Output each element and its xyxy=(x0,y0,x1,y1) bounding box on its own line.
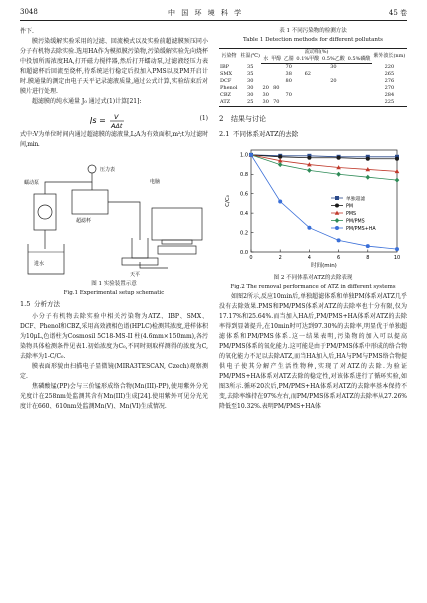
page-number: 3048 xyxy=(20,8,38,16)
col-header: 柱温(℃) xyxy=(239,49,261,64)
data-point xyxy=(278,162,283,167)
table-row: IBP 35 70 30 220 xyxy=(220,63,395,70)
paragraph: 小分子有机物去除实验中相关污染物为ATZ、IBP、SMX、DCF、Phenol和CBZ,采用高效液相色谱(HPLC)检测其浓度,进样体积为10μL,色谱柱为Cosmosil 5C18-MS-II 柱(4.6mm×150mm),各污染物具体检测条件见表1.初始浓度为C₀,不同时刻取样测得的浓度为C,去除率为1-C/C₀. xyxy=(20,313,208,360)
figure1-caption-en: Fig.1 Experimental setup schematic xyxy=(63,290,165,296)
paragraph: 膜污染缓解实验采用的过滤、回流模式以及实验前超滤膜预压同小分子有机物去除实验.选用HA作为模拟膜污染物,污染缓解实验先向烧杯中投加所需浓度HA,打开磁力搅拌器,然后打开蠕动泵,过滤液经压力表和超滤杯后回流至烧杯,待系统运行稳定后投加入PMS以及PM开启计时.膜通量的测定由电子天平记录滤液质量,通过公式计算,实验结束后对膜片进行处理. xyxy=(20,38,208,95)
subsection-number: 2.1 xyxy=(219,130,230,138)
col-header: 0.1%甲酸 xyxy=(296,56,320,62)
collection-beaker xyxy=(132,238,148,258)
section-number: 2 xyxy=(219,115,224,123)
data-point xyxy=(307,226,311,230)
col-header: 污染物 xyxy=(219,49,239,64)
peristaltic-pump xyxy=(34,194,56,230)
col-header: 水 xyxy=(263,56,269,62)
figure2-caption-en: Fig.2 The removal performance of ATZ in different systems xyxy=(230,284,396,290)
table-row xyxy=(219,106,407,107)
y-tick-label: 0.2 xyxy=(240,230,248,237)
data-point xyxy=(366,175,371,180)
table-row: ATZ 25 30 70 225 xyxy=(220,99,395,105)
label-computer: 电脑 xyxy=(150,179,161,185)
x-tick-label: 6 xyxy=(337,255,341,261)
table1-caption-en: Table 1 Detection methods for different pollutants xyxy=(243,37,383,43)
header-rule xyxy=(20,20,407,21)
col-group-header: 流动相(%) xyxy=(261,49,371,57)
x-tick-label: 8 xyxy=(366,255,370,261)
pressure-gauge xyxy=(88,165,96,173)
pump-rotor xyxy=(38,205,52,219)
section-title: 结果与讨论 xyxy=(231,115,266,123)
ultrafiltration-cell xyxy=(72,190,108,214)
y-tick-label: 0.8 xyxy=(240,172,248,179)
feed-line xyxy=(45,173,92,194)
journal-name: 中 国 环 境 科 学 xyxy=(168,9,244,17)
plot-frame xyxy=(251,150,397,252)
label-balance: 天平 xyxy=(130,272,141,278)
permeate-line xyxy=(108,202,140,240)
series-line-4 xyxy=(251,155,397,249)
figure1-caption: 图 1 实验装置示意 xyxy=(91,281,137,287)
computer-base xyxy=(162,240,192,244)
equation-number: (1) xyxy=(199,115,208,122)
legend-label: PMS xyxy=(346,211,357,217)
data-point xyxy=(366,157,370,161)
data-point xyxy=(307,156,311,160)
paragraph: 式中:V为单位时间内通过超滤膜的滤液量,L;A为有效面积,m²;t为过滤时间,min. xyxy=(20,131,208,148)
equation-1 xyxy=(20,108,208,128)
subsection-title: 不同体系对ATZ的去除 xyxy=(233,130,299,138)
x-tick-label: 2 xyxy=(278,255,282,261)
subsection-title: 分析方法 xyxy=(34,300,60,308)
data-point xyxy=(337,238,341,242)
label-pump: 蠕动泵 xyxy=(24,180,40,186)
legend-label: PM/PMS xyxy=(346,219,365,225)
col-header: 甲醇 xyxy=(271,56,282,62)
col-header: 0.5%乙酸 xyxy=(322,56,345,62)
legend-label: PM/PMS+HA xyxy=(346,226,376,232)
data-point xyxy=(336,172,341,177)
data-point xyxy=(395,178,400,183)
table-row: CBZ 30 30 70 284 xyxy=(220,92,395,98)
x-tick-label: 0 xyxy=(249,255,253,261)
flux-formula xyxy=(90,112,160,130)
paragraph: 焦磷酸锰(PP)会与三价锰形成络合物(Mn(III)-PP),使用紫外分光光度计在258nm处监测其含有Mn(III)生成[24].使用紫外可见分光光度计在660、610nm处监测Mn(V)、Mn(VI)生成情况. xyxy=(20,383,208,410)
series-line-2 xyxy=(251,155,397,172)
label-feed: 进水 xyxy=(34,261,45,267)
setup-schematic xyxy=(20,152,208,280)
paragraph: 超滤膜的纯水通量 J₀ 通过式(1)计算[21]: xyxy=(32,98,142,105)
computer-monitor xyxy=(152,208,202,240)
right-column xyxy=(219,27,407,412)
y-tick-label: 0.0 xyxy=(240,249,248,256)
detection-methods-table xyxy=(219,48,407,107)
subsection-number: 1.5 xyxy=(20,300,31,308)
paragraph: 件下. xyxy=(20,28,34,35)
legend-label: PM xyxy=(346,204,354,210)
y-tick-label: 0.4 xyxy=(240,210,248,217)
formula-lhs: Js = xyxy=(90,116,106,125)
x-tick-label: 10 xyxy=(393,255,401,261)
figure2-caption: 图 2 不同体系对ATZ的去除表现 xyxy=(273,275,353,281)
label-gauge: 压力表 xyxy=(100,167,116,173)
data-point xyxy=(249,153,253,157)
feed-tank xyxy=(28,244,64,274)
y-tick-label: 1.0 xyxy=(240,152,248,159)
data-point xyxy=(395,157,399,161)
data-point xyxy=(278,199,282,203)
data-point xyxy=(278,155,282,159)
x-tick-label: 4 xyxy=(307,255,311,261)
data-point xyxy=(337,156,341,160)
table1-caption: 表 1 不同污染物的检测方法 xyxy=(279,28,347,34)
y-tick-label: 0.6 xyxy=(240,191,248,198)
left-column xyxy=(20,27,208,412)
atz-removal-chart xyxy=(219,142,407,274)
legend-marker xyxy=(335,218,340,223)
legend-label: 单独超滤 xyxy=(346,196,366,202)
legend-marker xyxy=(335,204,339,208)
data-point xyxy=(395,247,399,251)
section-2 xyxy=(219,112,407,126)
y-axis-label: C/C₀ xyxy=(225,195,231,207)
label-cell: 超滤杯 xyxy=(76,218,92,224)
table-row: DCF 30 80 20 276 xyxy=(220,78,395,84)
x-axis-label: 时间(min) xyxy=(311,263,337,269)
paragraph: 膜表面形貌由扫描电子显微镜(MIRA3TESCAN, Czech)观察测定. xyxy=(20,363,208,380)
computer-keyboard xyxy=(158,246,196,254)
col-header: 紫外波长(nm) xyxy=(372,49,407,64)
subsection-1-5 xyxy=(20,298,208,310)
data-point xyxy=(366,244,370,248)
table-row: Phenol 30 20 80 270 xyxy=(220,85,395,91)
table-row: SMX 35 38 62 265 xyxy=(220,71,395,77)
formula-numerator: V xyxy=(114,113,119,121)
legend-marker xyxy=(335,196,339,200)
data-point xyxy=(307,168,312,173)
col-header: 0.5%磷酸 xyxy=(347,56,371,62)
volume-label: 45 卷 xyxy=(388,9,407,17)
paragraph: 如图2所示,反应10min后,单独超滤体系和单独PM体系对ATZ几乎没有去除效果.PMS和PM/PMS体系对ATZ的去除率也十分有限,仅为17.17%和25.64%.而当加入HA后,PM/PMS+HA体系对ATZ的去除率得到显著提升,在10min时可达到97.30%的去除率,明显优于单独超滤体系和PM/PMS体系.这一结果表明,污染物的加入可以提高PM/PMS体系的氧化能力.这可能是由于PM/PMS体系中形成的络合物的氧化能力不足以去除ATZ,而当HA加入后,HA与PM与PMS络合物提供电子使其分解产生活性物种,实现了对ATZ的去除.为验证PM/PMS+HA体系对ATZ去除的稳定性,对该体系进行了循环实验,如图3所示.循环20次后,PM/PMS+HA体系对ATZ的去除率基本保持不变,去除率维持在97%左右,而PM/PMS体系对ATZ的去除率从27.26%降低至10.32%.表明PM/PMS+HA体 xyxy=(219,293,407,410)
col-header: 乙腈 xyxy=(283,56,294,62)
formula-denominator: AΔt xyxy=(111,122,123,130)
subsection-2-1 xyxy=(219,128,407,140)
legend-marker xyxy=(335,226,339,230)
